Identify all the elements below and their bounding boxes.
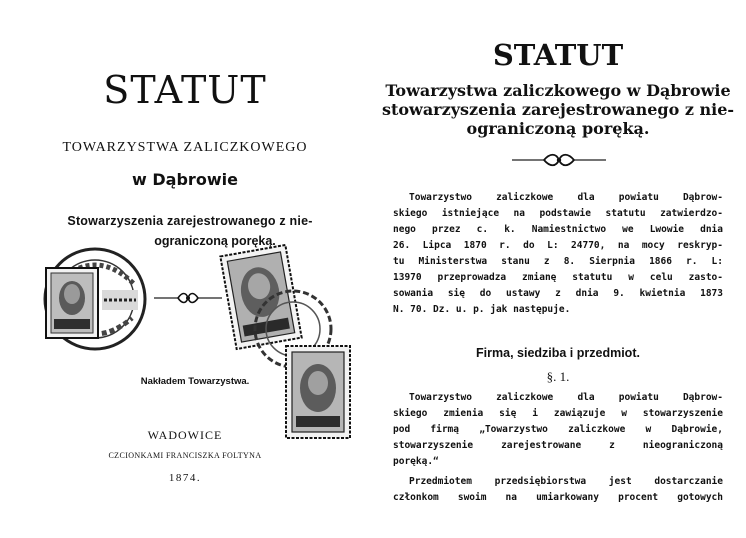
title-page-subtitle-line3: Stowarzyszenia zarejestrowanego z nie- — [67, 214, 313, 228]
ornament-divider-icon — [510, 153, 608, 167]
title-page-subtitle-place: w Dąbrowie — [132, 170, 238, 189]
imprint-printer: CZCIONKAMI FRANCISZKA FOLTYNA — [108, 451, 262, 460]
imprint-city: WADOWICE — [147, 428, 223, 442]
statute-heading-line: Towarzystwa zaliczkowego w Dąbrowie — [385, 81, 731, 100]
statute-title: STATUT — [492, 38, 624, 72]
paragraph-line: skiego zmienia się i zawiązuje w stowarzyszenie — [393, 408, 723, 419]
intro-line: 13970 przeprowadza zmianę statutu w celu zasto- — [393, 272, 723, 283]
paragraph-line: stowarzyszenie zarejestrowane z nieograniczoną — [393, 440, 723, 451]
title-page-title: STATUT — [103, 68, 267, 112]
intro-line: nego przez c. k. Namiestnictwo we Lwowie dnia — [393, 224, 723, 235]
intro-line: 26. Lipca 1870 r. do L: 24770, na mocy reskryp- — [393, 240, 723, 251]
intro-line: sowania się do ustawy z dnia 9. kwietnia 1873 — [393, 288, 723, 299]
paragraph-line: Towarzystwo zaliczkowe dla powiatu Dąbrow- — [409, 392, 723, 403]
revenue-stamp-icon — [280, 342, 356, 442]
section-title: Firma, siedziba i przedmiot. — [476, 346, 640, 360]
intro-line: Towarzystwo zaliczkowe dla powiatu Dąbrow- — [409, 192, 723, 203]
intro-line: tu Ministerstwa stanu z 8. Sierpnia 1866 r. L: — [393, 256, 723, 267]
title-page-subtitle-society: TOWARZYSTWA ZALICZKOWEGO — [62, 140, 308, 155]
intro-line: N. 70. Dz. u. p. jak następuje. — [393, 304, 571, 315]
statute-heading-line: stowarzyszenia zarejestrowanego z nie- — [381, 100, 735, 119]
paragraph-line: pod firmą „Towarzystwo zaliczkowe w Dąbrowie, — [393, 424, 723, 435]
imprint-year: 1874. — [168, 472, 202, 484]
ornament-divider-icon — [152, 291, 224, 305]
paragraph-line: Przedmiotem przedsiębiorstwa jest dostarczanie — [409, 476, 723, 487]
round-seal-stamp-icon — [34, 244, 156, 354]
statute-heading-line: ograniczoną poręką. — [466, 119, 650, 138]
statute-first-page — [373, 0, 746, 538]
paragraph-line: poręką.“ — [393, 456, 439, 467]
publisher-line: Nakładem Towarzystwa. — [140, 376, 250, 387]
intro-line: skiego istniejące na podstawie statutu zatwierdzo- — [393, 208, 723, 219]
paragraph-line: członkom swoim na umiarkowany procent gotowych — [393, 492, 723, 503]
title-page-subtitle-line4: ograniczoną poręką. — [154, 234, 276, 248]
paragraph-mark: §. 1. — [546, 369, 570, 384]
